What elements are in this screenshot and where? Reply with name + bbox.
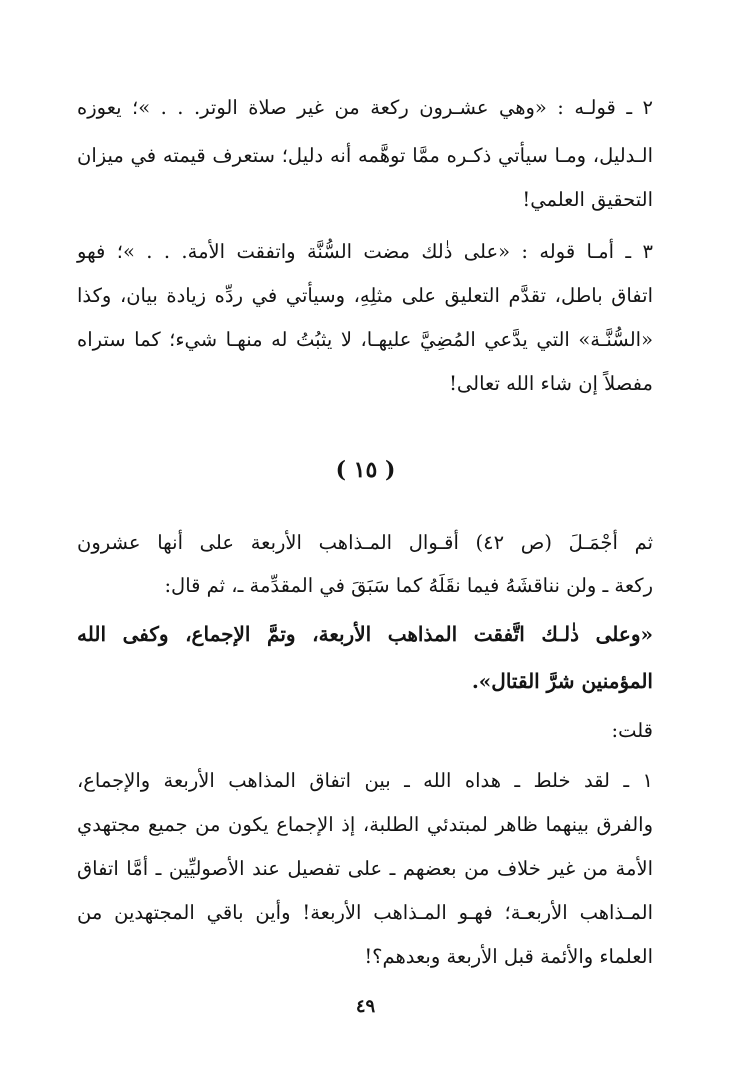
text-line: ٢ ـ قولـه : «وهي عشـرون ركعة من غير صلاة الوتر. . . »؛ يعوزه: [77, 96, 653, 119]
text-line: مفصلاً إن شاء الله تعالى!: [449, 372, 653, 395]
text-line: ركعة ـ ولن نناقشَهُ فيما نقَلَهُ كما سَبَقَ في المقدِّمة ـ، ثم قال:: [164, 574, 653, 597]
text-line: ثم أجْمَـلَ (ص ٤٢) أقـوال المـذاهب الأربعة على أنها عشرون: [77, 531, 653, 554]
text-line: قلت:: [611, 719, 653, 742]
text-line: «السُّنَّـة» التي يدَّعي المُضِيَّ عليهـا، لا يثبُتُ له منهـا شيء؛ كما ستراه: [77, 328, 653, 351]
text-line: والفرق بينهما ظاهر لمبتدئي الطلبة، إذ الإجماع يكون من جميع مجتهدي: [77, 813, 653, 836]
quote-line: «وعلى ذٰلـك اتَّفقت المذاهب الأربعة، وتمَّ الإجماع، وكفى الله: [77, 622, 653, 646]
text-line: الـدليل، ومـا سيأتي ذكـره ممَّا توهَّمه أنه دليل؛ ستعرف قيمته في ميزان: [77, 144, 653, 167]
section-heading: ( ١٥ ): [335, 457, 396, 483]
text-line: اتفاق باطل، تقدَّم التعليق على مثلِهِ، وسيأتي في ردِّه زيادة بيان، وكذا: [77, 284, 653, 307]
text-line: العلماء والأئمة قبل الأربعة وبعدهم؟!: [364, 945, 653, 968]
quote-line: المؤمنين شرَّ القتال».: [471, 669, 653, 693]
text-line: ١ ـ لقد خلط ـ هداه الله ـ بين اتفاق المذاهب الأربعة والإجماع،: [77, 769, 653, 792]
text-line: التحقيق العلمي!: [522, 188, 653, 211]
text-line: المـذاهب الأربعـة؛ فهـو المـذاهب الأربعة! وأين باقي المجتهدين من: [77, 901, 653, 924]
text-line: ٣ ـ أمـا قوله : «على ذٰلك مضت السُّنَّة واتفقت الأمة. . . »؛ فهو: [77, 240, 653, 263]
page-number: ٤٩: [355, 996, 376, 1017]
text-line: الأمة من غير خلاف من بعضهم ـ على تفصيل عند الأصوليِّين ـ أمَّا اتفاق: [77, 857, 653, 880]
